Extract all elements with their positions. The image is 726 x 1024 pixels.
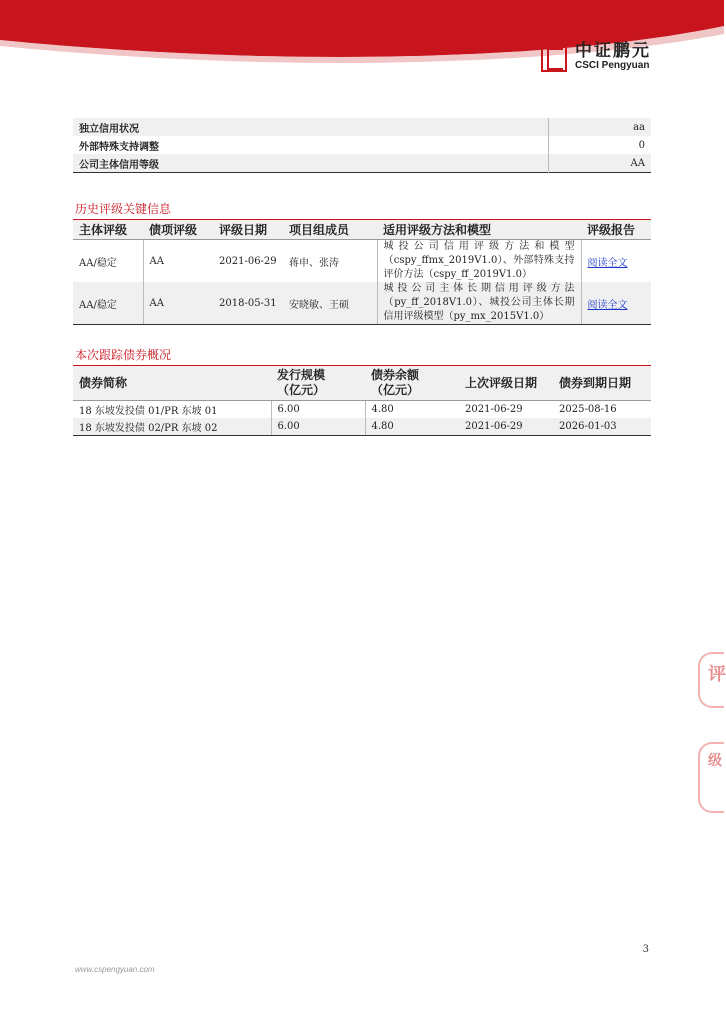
table-row — [73, 154, 651, 173]
bond-balance: 4.80 — [365, 418, 459, 436]
summary-label: 外部特殊支持调整 — [79, 141, 159, 153]
table-header-row — [73, 220, 651, 240]
rating-date: 2021-06-29 — [213, 240, 283, 283]
logo-cn-text: 中证鹏元 — [575, 41, 651, 61]
last-rating-date: 2021-06-29 — [459, 418, 553, 436]
summary-value: AA — [549, 154, 652, 173]
summary-label: 公司主体信用等级 — [73, 154, 549, 173]
credit-summary-table — [73, 118, 651, 173]
rating-method: 城投公司信用评级方法和模型（cspy_ffmx_2019V1.0）、外部特殊支持评价方法（cspy_ff_2019V1.0） — [377, 240, 581, 283]
footer-url: www.cspengyuan.com — [75, 965, 155, 974]
bond-name: 18 东坡发投债 01/PR 东坡 01 — [73, 401, 271, 419]
bond-balance: 4.80 — [365, 401, 459, 419]
rating-date: 2018-05-31 — [213, 282, 283, 325]
col-header: 债券余额 （亿元） — [365, 366, 459, 401]
rating-stamp: 评 — [698, 652, 724, 708]
bond-rating: AA — [143, 282, 213, 325]
summary-label: 独立信用状况 — [73, 118, 549, 136]
page-number: 3 — [642, 944, 649, 955]
tracked-bonds-table — [73, 365, 651, 436]
issue-size: 6.00 — [271, 401, 365, 419]
col-header: 主体评级 — [73, 220, 143, 240]
maturity-date: 2026-01-03 — [553, 418, 651, 436]
col-header: 上次评级日期 — [459, 366, 553, 401]
table-header-row — [73, 366, 651, 401]
bonds-section-title: 本次跟踪债券概况 — [75, 348, 172, 362]
issuer-rating: AA/稳定 — [73, 240, 143, 283]
issue-size: 6.00 — [271, 418, 365, 436]
issuer-rating: AA/稳定 — [73, 282, 143, 325]
read-report-link[interactable]: 阅读全文 — [587, 257, 628, 269]
bond-name: 18 东坡发投债 02/PR 东坡 02 — [73, 418, 271, 436]
logo-mark-icon — [541, 42, 567, 72]
team-members: 蒋申、张涛 — [283, 240, 377, 283]
col-header: 债券到期日期 — [553, 366, 651, 401]
rating-history-table — [73, 219, 651, 325]
col-header: 债项评级 — [143, 220, 213, 240]
company-logo — [541, 42, 651, 72]
bond-rating: AA — [143, 240, 213, 283]
rating-stamp: 级 — [698, 742, 724, 813]
rating-method: 城投公司主体长期信用评级方法（py_ff_2018V1.0）、城投公司主体长期信用评级模型（py_mx_2015V1.0） — [377, 282, 581, 325]
col-header: 发行规模 （亿元） — [271, 366, 365, 401]
last-rating-date: 2021-06-29 — [459, 401, 553, 419]
table-row — [73, 282, 651, 325]
col-header: 债券简称 — [73, 366, 271, 401]
history-section-title: 历史评级关键信息 — [75, 202, 172, 216]
team-members: 安晓敏、王硕 — [283, 282, 377, 325]
table-row — [73, 240, 651, 283]
table-row — [73, 118, 651, 136]
table-row — [73, 136, 651, 154]
maturity-date: 2025-08-16 — [553, 401, 651, 419]
summary-value: 0 — [549, 136, 652, 154]
table-row — [73, 418, 651, 436]
logo-en-text: CSCI Pengyuan — [575, 60, 650, 71]
read-report-link[interactable]: 阅读全文 — [587, 299, 628, 311]
col-header: 项目组成员 — [283, 220, 377, 240]
summary-value: aa — [549, 118, 652, 136]
col-header: 适用评级方法和模型 — [377, 220, 581, 240]
col-header: 评级报告 — [581, 220, 651, 240]
table-row — [73, 401, 651, 419]
col-header: 评级日期 — [213, 220, 283, 240]
